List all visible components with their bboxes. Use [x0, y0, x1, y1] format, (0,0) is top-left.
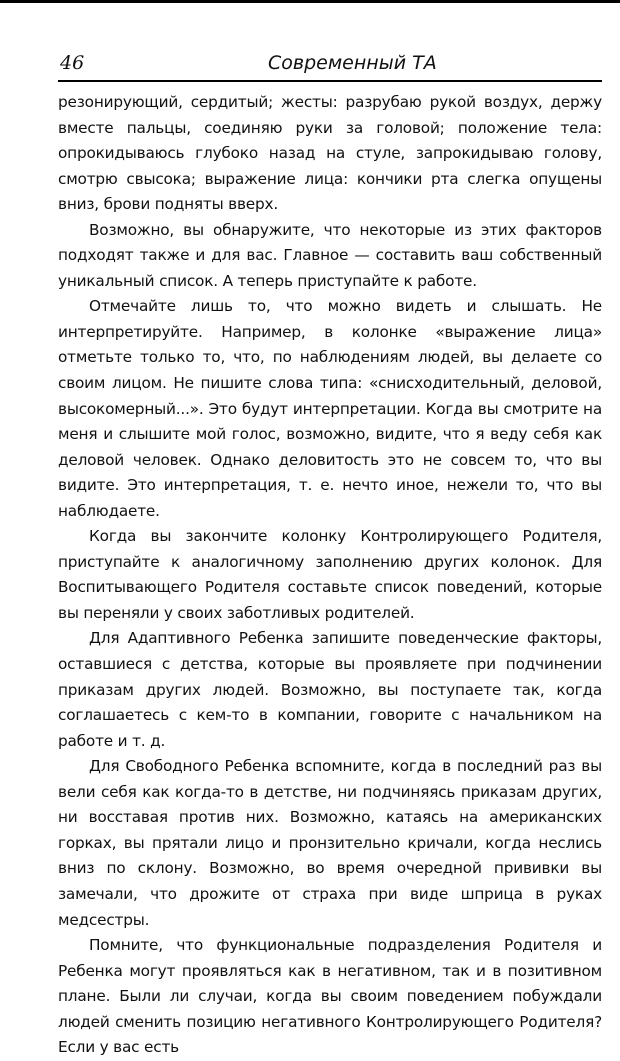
paragraph: Для Адаптивного Ребенка запишите поведенческие факторы, оставшиеся с детства, которые вы проявляете при подчинении приказам других людей. Возможно, вы поступаете так, когда соглашаетесь с кем-то в компании, говорите с начальником на работе и т. д. [58, 629, 602, 750]
paragraph: Для Свободного Ребенка вспомните, когда в последний раз вы вели себя как когда-то в детстве, ни подчиняясь приказам других, ни восставая против них. Возможно, катаясь на американских горках, вы прятали лицо и пронзительно кричали, когда неслись вниз по склону. Возможно, во время очередной прививки вы замечали, что дрожите от страха при виде шприца в руках медсестры. [58, 757, 602, 929]
top-border [0, 0, 620, 3]
header-rule [58, 80, 602, 82]
page-number: 46 [60, 52, 85, 74]
paragraph: Когда вы закончите колонку Контролирующего Родителя, приступайте к аналогичному заполнению других колонок. Для Воспитывающего Родителя составьте список поведений, которые вы переняли у своих заботливых родителей. [58, 527, 602, 622]
paragraph: резонирующий, сердитый; жесты: разрубаю рукой воздух, держу вместе пальцы, соединяю руки за головой; положение тела: опрокидываюсь глубоко назад на стуле, запрокидываю голову, смотрю свысока; выражение лица: кончики рта слегка опущены вниз, брови подняты вверх. [58, 93, 602, 214]
page-header [58, 48, 598, 78]
body-text [58, 90, 602, 1061]
paragraph: Помните, что функциональные подразделения Родителя и Ребенка могут проявляться как в негативном, так и в позитивном плане. Были ли случаи, когда вы своим поведением побуждали людей сменить позицию негативного Контролирующего Родителя? Если у вас есть [58, 936, 602, 1057]
running-title: Современный ТА [268, 52, 437, 74]
paragraph: Возможно, вы обнаружите, что некоторые из этих факторов подходят также и для вас. Главное — составить ваш собственный уникальный список. А теперь приступайте к работе. [58, 220, 602, 290]
paragraph: Отмечайте лишь то, что можно видеть и слышать. Не интерпретируйте. Например, в колонке «выражение лица» отметьте только то, что, по наблюдениям людей, вы делаете со своим лицом. Не пишите слова типа: «снисходительный, деловой, высокомерный...». Это будут интерпретации. Когда вы смотрите на меня и слышите мой голос, возможно, видите, что я веду себя как деловой человек. Однако деловитость это не совсем то, что вы видите. Это интерпретация, т. е. нечто иное, нежели то, что вы наблюдаете. [58, 297, 602, 520]
